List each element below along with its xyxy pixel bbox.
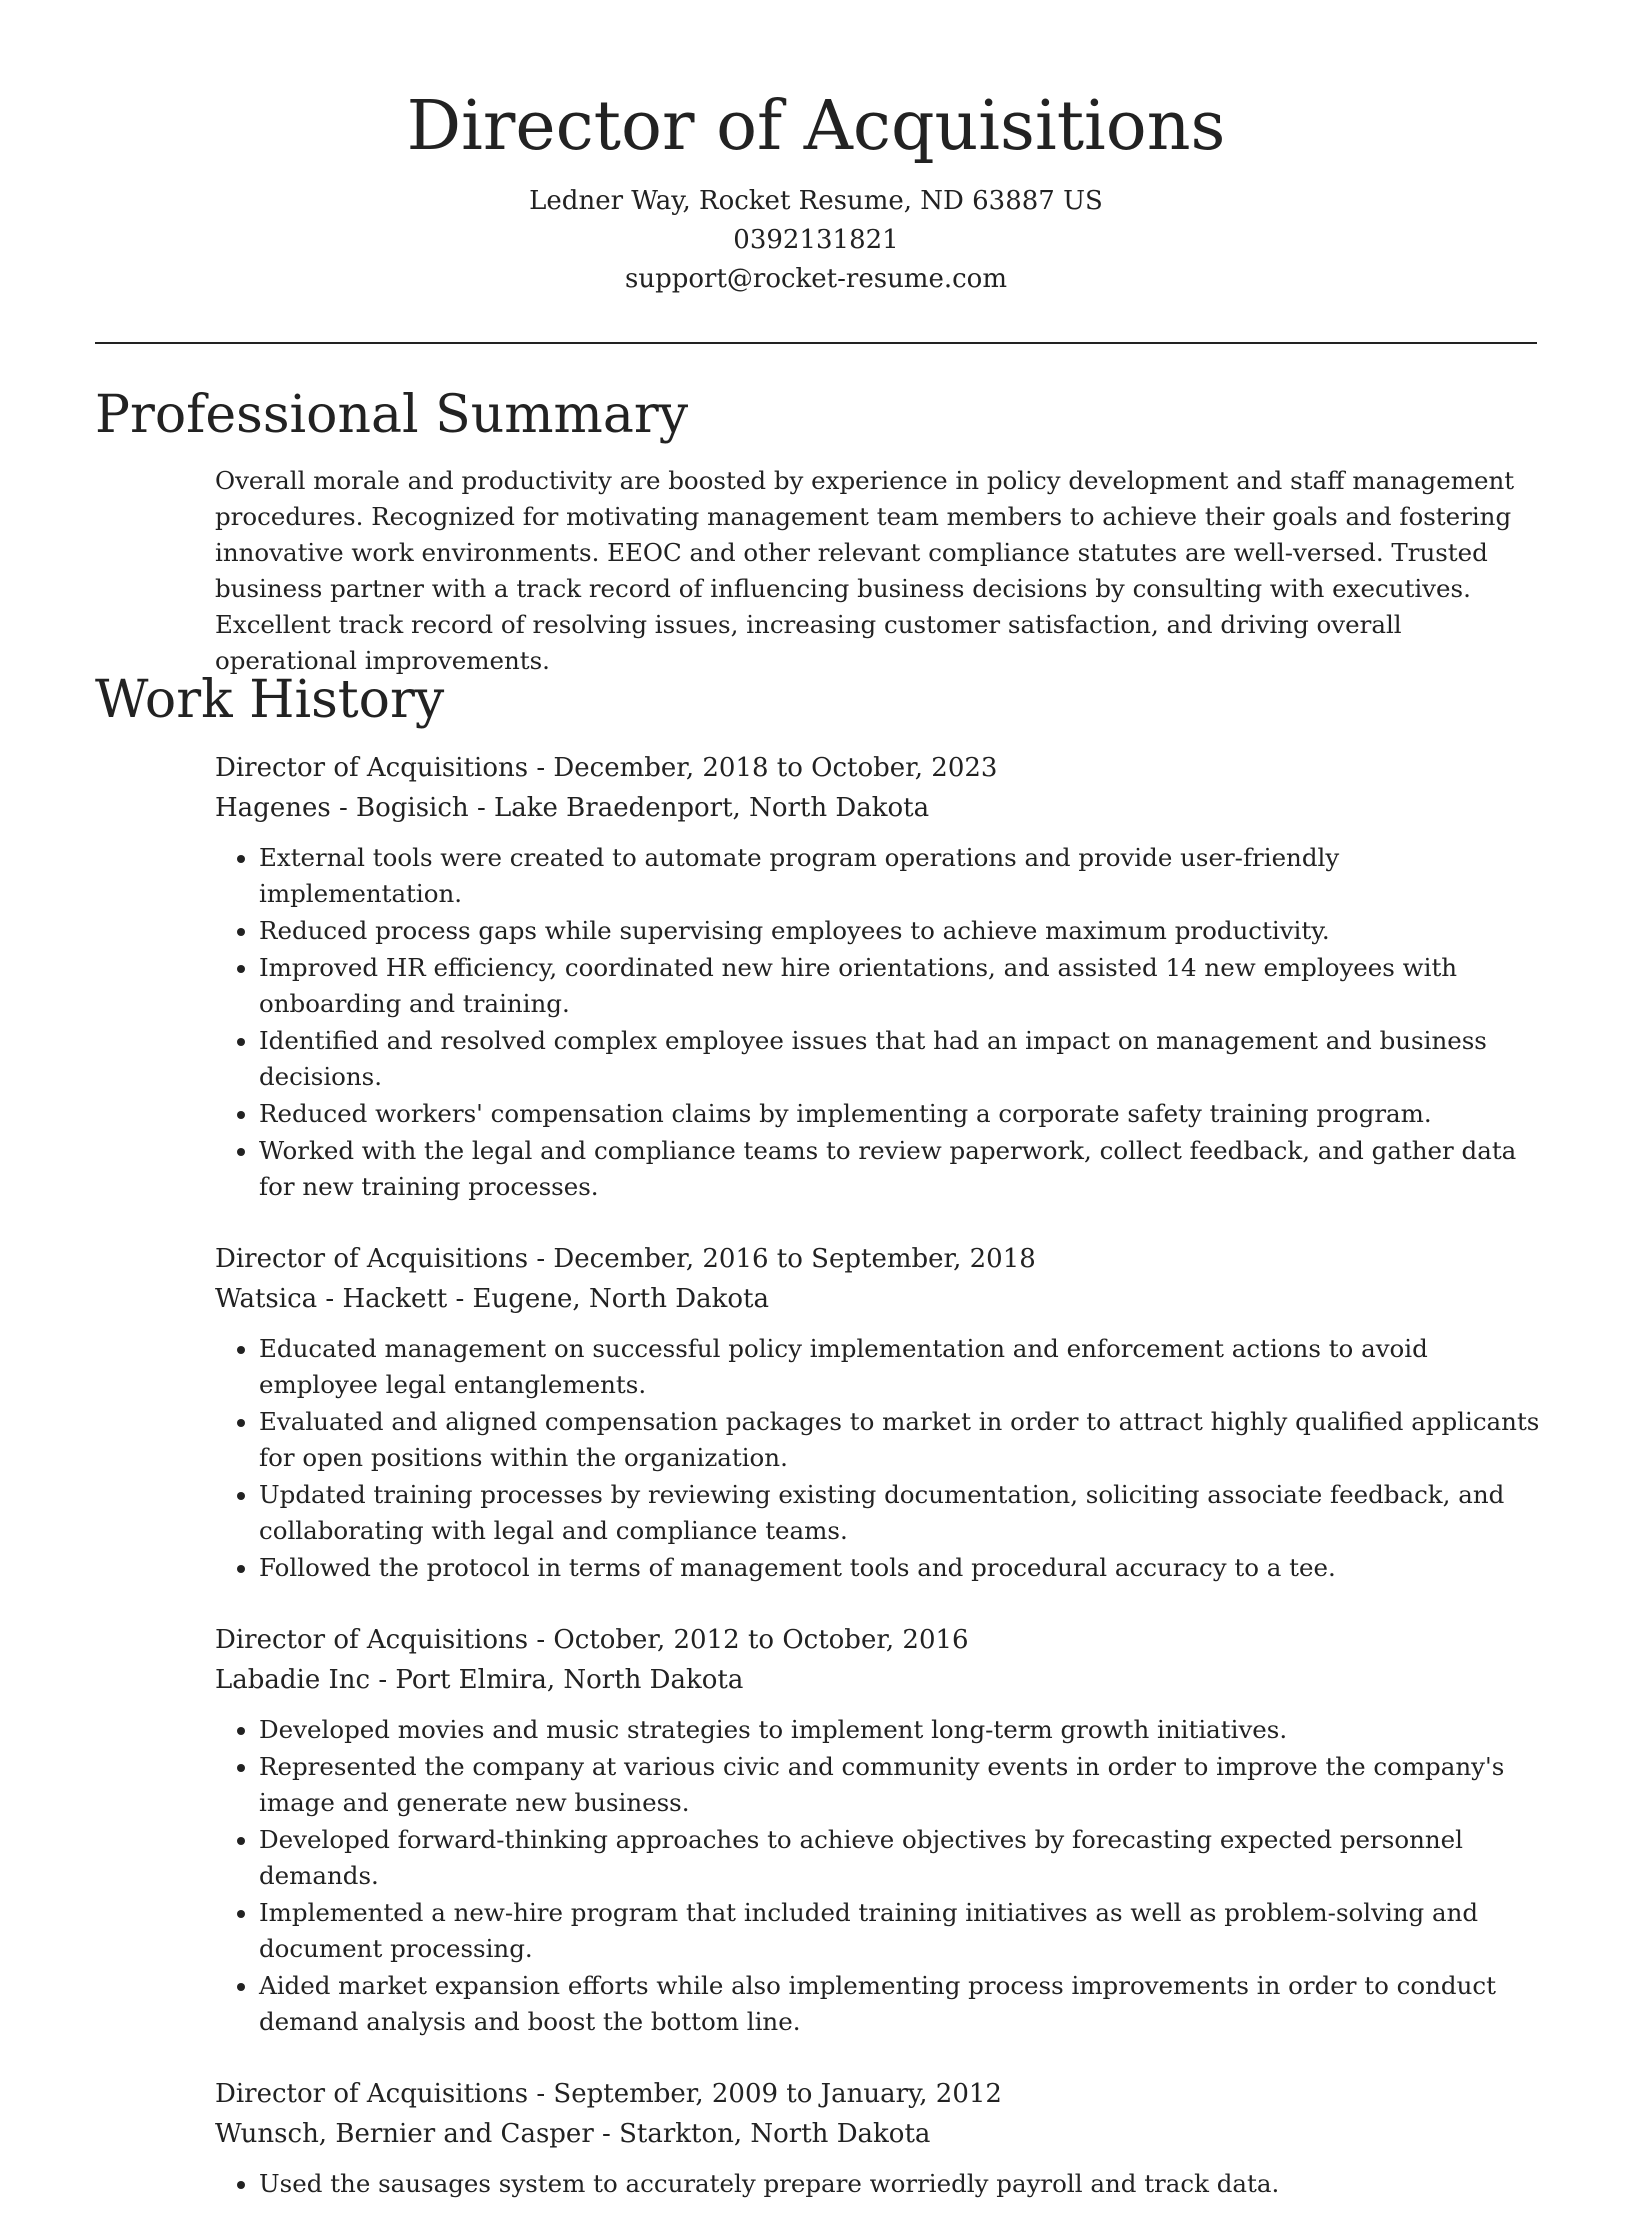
job-title-line	[215, 1620, 1540, 1660]
job-bullet: • Developed forward-thinking approaches to achieve objectives by forecasting expected personnel demands.	[259, 1822, 1540, 1894]
job-bullet: • Developed movies and music strategies to implement long-term growth initiatives.	[259, 1712, 1540, 1748]
job-dates: - December, 2018 to October, 2023	[528, 753, 998, 783]
header-divider	[95, 342, 1537, 344]
job-company: Labadie Inc	[215, 1665, 371, 1695]
phone-text: 0392131821	[733, 225, 899, 255]
job-bullet: • Represented the company at various civic and community events in order to improve the company's image and generate new business.	[259, 1749, 1540, 1821]
job-bullet: • Evaluated and aligned compensation packages to market in order to attract highly qualified applicants for open positions within the organization.	[259, 1404, 1540, 1476]
email-text: support@rocket-resume.com	[624, 264, 1007, 294]
job-company-line	[215, 788, 1540, 828]
job-bullet: • Aided market expansion efforts while also implementing process improvements in order to conduct demand analysis and boost the bottom line.	[259, 1968, 1540, 2040]
job-company-line	[215, 1279, 1540, 1319]
job-bullet: • External tools were created to automate program operations and provide user-friendly implementation.	[259, 840, 1540, 912]
job-dates: - September, 2009 to January, 2012	[528, 2079, 1002, 2109]
address-text: Ledner Way, Rocket Resume, ND 63887 US	[529, 186, 1103, 216]
job-bullet: • Updated training processes by reviewing existing documentation, soliciting associate feedback, and collaborating with legal and compliance teams.	[259, 1477, 1540, 1549]
candidate-name: Director of Acquisitions	[406, 87, 1226, 166]
job-entry	[215, 748, 1540, 1205]
job-bullets	[215, 2166, 1540, 2202]
contact-info	[0, 182, 1632, 299]
job-location: - Starkton, North Dakota	[593, 2119, 931, 2149]
job-company-line	[215, 2114, 1540, 2154]
job-bullets	[215, 1712, 1540, 2040]
job-company: Wunsch, Bernier and Casper	[215, 2119, 594, 2149]
job-location: - Lake Braedenport, North Dakota	[468, 793, 930, 823]
job-title-line	[215, 2074, 1540, 2114]
job-bullet: • Identified and resolved complex employee issues that had an impact on management and business decisions.	[259, 1023, 1540, 1095]
job-role: Director of Acquisitions	[215, 753, 529, 783]
job-company: Hagenes - Bogisich	[215, 793, 469, 823]
job-company: Watsica - Hackett	[215, 1284, 448, 1314]
job-location: - Eugene, North Dakota	[447, 1284, 769, 1314]
job-bullets	[215, 840, 1540, 1205]
summary-text: Overall morale and productivity are boosted by experience in policy development and staff management procedures. Recognized for motivating management team members to achieve their goals and fostering innovative work environments. EEOC and other relevant compliance statutes are well-versed. Trusted business partner with a track record of influencing business decisions by consulting with executives. Excellent track record of resolving issues, increasing customer satisfaction, and driving overall operational improvements.	[215, 466, 1515, 675]
job-entry	[215, 1620, 1540, 2040]
job-bullet: • Used the sausages system to accurately prepare worriedly payroll and track data.	[259, 2166, 1540, 2202]
job-location: - Port Elmira, North Dakota	[370, 1665, 744, 1695]
job-bullet: • Reduced process gaps while supervising employees to achieve maximum productivity.	[259, 913, 1540, 949]
job-entry	[215, 1239, 1540, 1586]
job-entry	[215, 2074, 1540, 2202]
resume-header	[0, 82, 1632, 299]
job-title-line	[215, 748, 1540, 788]
job-list	[215, 748, 1540, 2236]
job-bullet: • Educated management on successful policy implementation and enforcement actions to avoid employee legal entanglements.	[259, 1331, 1540, 1403]
job-bullet: • Improved HR efficiency, coordinated new hire orientations, and assisted 14 new employees with onboarding and training.	[259, 950, 1540, 1022]
work-history-heading: Work History	[95, 670, 445, 730]
job-role: Director of Acquisitions	[215, 2079, 529, 2109]
job-title-line	[215, 1239, 1540, 1279]
job-bullets	[215, 1331, 1540, 1586]
job-bullet: • Implemented a new-hire program that included training initiatives as well as problem-solving and document processing.	[259, 1895, 1540, 1967]
job-dates: - December, 2016 to September, 2018	[528, 1244, 1036, 1274]
job-role: Director of Acquisitions	[215, 1244, 529, 1274]
job-bullet: • Worked with the legal and compliance teams to review paperwork, collect feedback, and gather data for new training processes.	[259, 1133, 1540, 1205]
job-bullet: • Reduced workers' compensation claims by implementing a corporate safety training program.	[259, 1096, 1540, 1132]
job-company-line	[215, 1660, 1540, 1700]
summary-heading: Professional Summary	[95, 385, 689, 445]
job-dates: - October, 2012 to October, 2016	[528, 1625, 969, 1655]
job-role: Director of Acquisitions	[215, 1625, 529, 1655]
job-bullet: • Followed the protocol in terms of management tools and procedural accuracy to a tee.	[259, 1550, 1540, 1586]
